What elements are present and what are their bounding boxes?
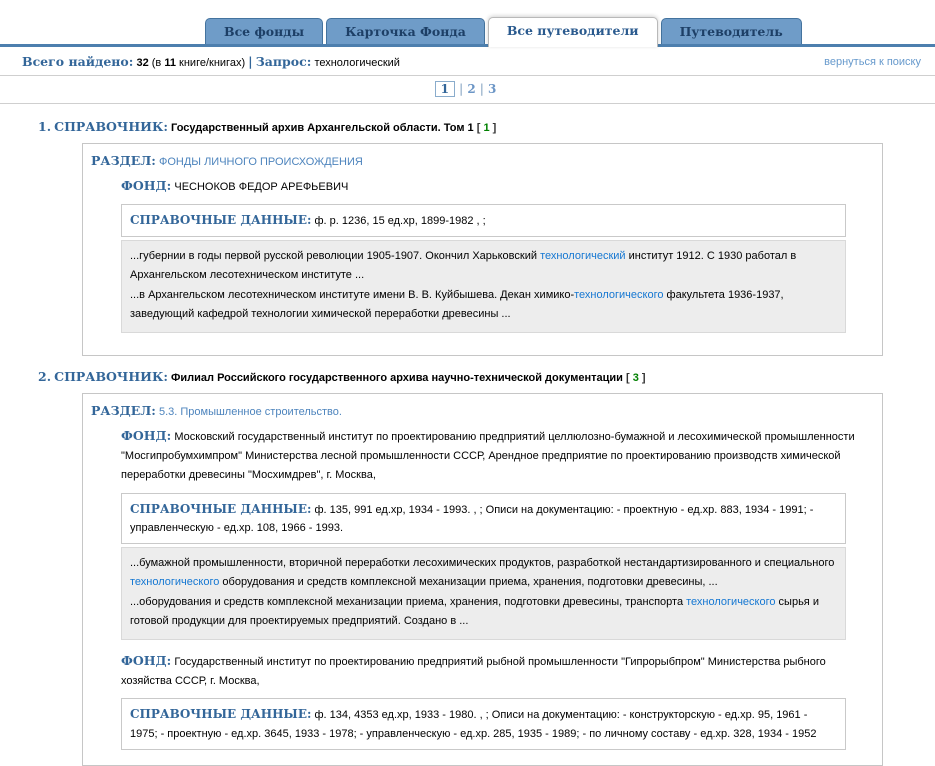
highlighted-term: технологического [130,575,220,588]
found-count: 32 [136,57,149,69]
reference-data-box [121,698,846,749]
search-snippet [130,286,837,323]
result-type-label: СПРАВОЧНИК: [54,368,168,384]
fond-label: ФОНД: [121,427,172,443]
fond-title: Государственный институт по проектированию предприятий рыбной промышленности "Гипрорыбпром" Министерства рыбного хозяйства СССР, г. Москва, [121,655,826,688]
summary-separator: | [248,54,253,69]
reference-data-label: СПРАВОЧНЫЕ ДАННЫЕ: [130,707,312,722]
search-snippet [130,554,837,591]
snippet-box [121,547,846,640]
section-link[interactable]: 5.3. Промышленное строительство. [158,406,342,419]
reference-data-value: ф. р. 1236, 15 ед.хр, 1899-1982 , ; [314,215,486,228]
snippet-text: институт 1912. С 1930 работал в Архангельском лесотехническом институте ... [130,250,797,281]
fond-row [121,650,873,692]
tab-all-guides[interactable]: Все путеводители [488,17,658,47]
fond-label: ФОНД: [121,652,172,668]
tab-all-fonds[interactable]: Все фонды [205,18,323,44]
result-item-1 [38,118,935,356]
fond-row [121,175,873,197]
section-label: РАЗДЕЛ: [91,403,156,419]
result-hit-count: 3 [632,371,639,384]
result-number: 1. [38,119,52,134]
bracket-open: [ [476,122,481,134]
snippet-text: сырья и готовой продукции для проектируемых предприятий. Создано в ... [130,596,819,628]
result-type-label: СПРАВОЧНИК: [54,119,168,134]
results-header [0,47,935,76]
query-value: технологический [314,57,400,69]
snippet-text: ...оборудования и средств комплексной механизации приема, хранения, подготовки древесины, транспорта [130,596,687,609]
result-item-2 [38,368,935,766]
page-separator: | [479,82,485,96]
fond-label: ФОНД: [121,178,172,194]
fond-title: Московский государственный институт по проектированию предприятий целлюлозно-бумажной и лесохимической промышленности "Мосгипробумхимпром" Министерства лесной промышленности СССР, Арендное предприятие по проектированию производств химической переработки древесины "Мосхимдрев", г. Москва, [121,430,855,482]
section-link[interactable]: ФОНДЫ ЛИЧНОГО ПРОИСХОЖДЕНИЯ [158,156,363,169]
bracket-open: [ [625,371,630,384]
result-title: Государственный архив Архангельской области. Том 1 [171,122,474,134]
search-snippet [130,593,837,630]
page-link-2[interactable]: 2 [467,82,476,96]
result-number: 2. [38,368,52,384]
page-link-3[interactable]: 3 [488,82,497,96]
reference-data-box [121,493,846,544]
fond-title: ЧЕСНОКОВ ФЕДОР АРЕФЬЕВИЧ [174,181,349,194]
fond-row [121,425,873,486]
reference-data-label: СПРАВОЧНЫЕ ДАННЫЕ: [130,213,312,228]
books-open: (в [151,57,162,69]
reference-data-value: ф. 135, 991 ед.хр, 1934 - 1993. , ; Описи на документацию: - проектную - ед.хр. 883, 1934 - 1991; - управленческую - ед.хр. 108, 1966 - 1993. [130,503,814,535]
tab-fond-card[interactable]: Карточка Фонда [326,18,485,44]
reference-data-label: СПРАВОЧНЫЕ ДАННЫЕ: [130,501,312,516]
result-detail-box [82,393,883,766]
result-detail-box [82,143,883,355]
books-count: 11 [164,57,176,69]
section-label: РАЗДЕЛ: [91,153,156,169]
result-title-row [38,118,935,136]
back-to-search-link[interactable]: вернуться к поиску [824,55,921,68]
snippet-text: оборудования и средств комплексной механизации приема, хранения, подготовки древесины, ... [219,575,718,588]
snippet-text: ...бумажной промышленности, вторичной переработки лесохимических продуктов, разработкой нестандартизированного и специального [130,557,835,570]
highlighted-term: технологического [686,596,776,609]
tab-guide[interactable]: Путеводитель [661,18,802,44]
results-list [0,104,935,766]
page-separator: | [458,82,464,96]
tab-bar [0,0,935,47]
reference-data-box [121,204,846,237]
snippet-text: ...в Архангельском лесотехническом институте имени В. В. Куйбышева. Декан химико- [130,289,575,302]
snippet-text: факультета 1936-1937, заведующий кафедрой технологии химической переработки древесины ... [130,289,784,321]
reference-data-value: ф. 134, 4353 ед.хр, 1933 - 1980. , ; Описи на документацию: - конструкторскую - ед.хр. 95, 1961 - 1975; - проектную - ед.хр. 3645, 1933 - 1978; - управленческую - ед.хр. 285, 1935 - 1989; - по личному составу - ед.хр. 328, 1934 - 1952 [130,709,817,741]
result-title: Филиал Российского государственного архива научно-технической документации [171,371,623,384]
snippet-text: ...губернии в годы первой русской революции 1905-1907. Окончил Харьковский [130,250,541,263]
search-snippet [130,247,837,284]
highlighted-term: технологического [574,289,664,302]
result-hit-count: 1 [483,122,490,134]
section-row [91,402,882,421]
bracket-close: ] [492,122,497,134]
result-title-row [38,368,935,386]
results-summary [22,54,400,69]
snippet-box [121,240,846,333]
found-label: Всего найдено: [22,54,134,69]
query-label: Запрос: [255,54,312,69]
pagination [0,76,935,104]
page-current[interactable]: 1 [435,81,455,97]
highlighted-term: технологический [540,250,626,263]
section-row [91,152,882,171]
bracket-close: ] [641,371,646,384]
books-close: книге/книгах) [179,57,246,69]
